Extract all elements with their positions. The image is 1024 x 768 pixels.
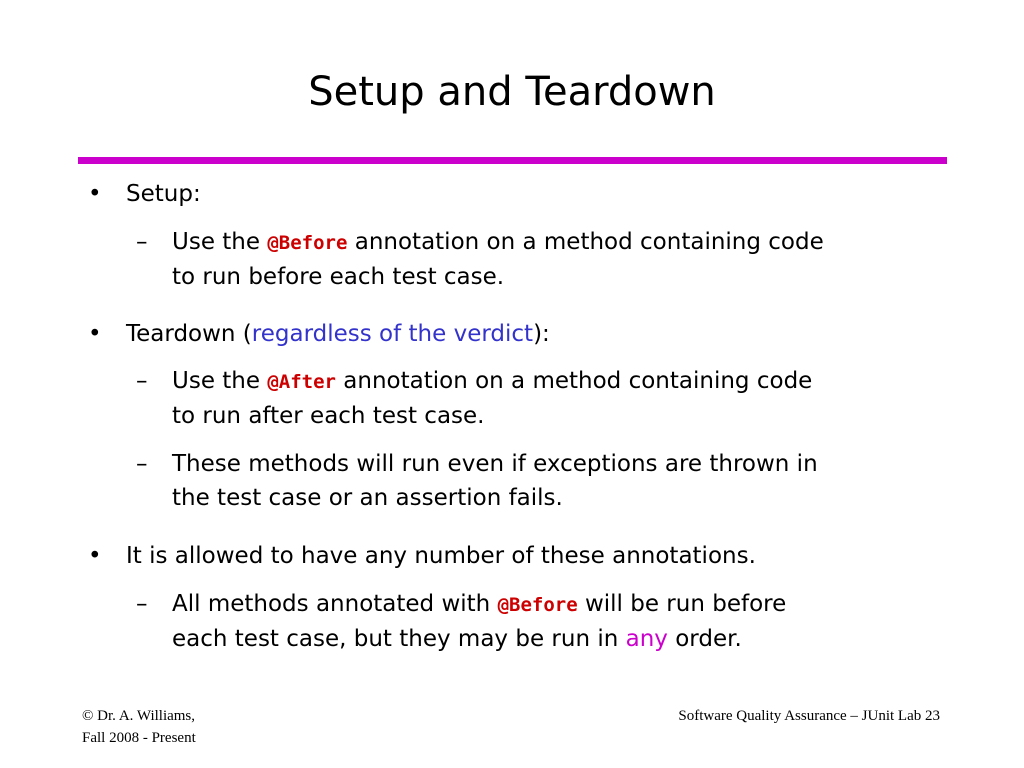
sub-bullet-marker: –: [136, 451, 148, 477]
highlight-text: regardless of the verdict: [251, 321, 534, 347]
bullet-marker: •: [88, 321, 102, 347]
text-segment: to run after each test case.: [172, 403, 485, 429]
slide-title: Setup and Teardown: [308, 69, 716, 115]
sub-bullet-marker: –: [136, 591, 148, 617]
text-segment: ):: [533, 321, 550, 347]
text-segment: annotation on a method containing code: [347, 229, 824, 255]
bullet-text: It is allowed to have any number of these annotations.: [126, 543, 756, 569]
footer-text: © Dr. A. Williams,: [82, 708, 196, 724]
text-segment: to run before each test case.: [172, 264, 505, 290]
bullet-marker: •: [88, 543, 102, 569]
text-segment: All methods annotated with: [172, 591, 498, 617]
footer-copyright: [82, 705, 196, 749]
sub-bullet-marker: –: [136, 229, 148, 255]
bullet-marker: •: [88, 181, 102, 207]
text-segment: the test case or an assertion fails.: [172, 485, 563, 511]
code-annotation-before: @Before: [497, 594, 578, 616]
text-segment: Teardown (: [126, 321, 252, 347]
sub-bullet-text: [172, 587, 936, 656]
text-segment: order.: [667, 626, 742, 652]
text-segment: Use the: [172, 368, 268, 394]
code-annotation-after: @After: [267, 371, 336, 393]
text-segment: annotation on a method containing code: [335, 368, 813, 394]
footer-text: Software Quality Assurance – JUnit Lab 23: [678, 708, 940, 724]
text-segment: each test case, but they may be run in: [172, 626, 626, 652]
sub-bullet-marker: –: [136, 368, 148, 394]
highlight-text: any: [625, 626, 668, 652]
title-divider: [78, 157, 947, 164]
bullet-text: [126, 317, 550, 351]
text-segment: Use the: [172, 229, 268, 255]
footer-course-page: [678, 705, 940, 727]
sub-bullet-text: [172, 225, 936, 294]
footer-text: Fall 2008 - Present: [82, 730, 196, 746]
code-annotation-before: @Before: [267, 232, 348, 254]
text-segment: These methods will run even if exceptions are thrown in: [172, 451, 818, 477]
bullet-text: Setup:: [126, 181, 201, 207]
text-segment: will be run before: [577, 591, 787, 617]
sub-bullet-text: [172, 447, 936, 515]
sub-bullet-text: [172, 364, 936, 433]
